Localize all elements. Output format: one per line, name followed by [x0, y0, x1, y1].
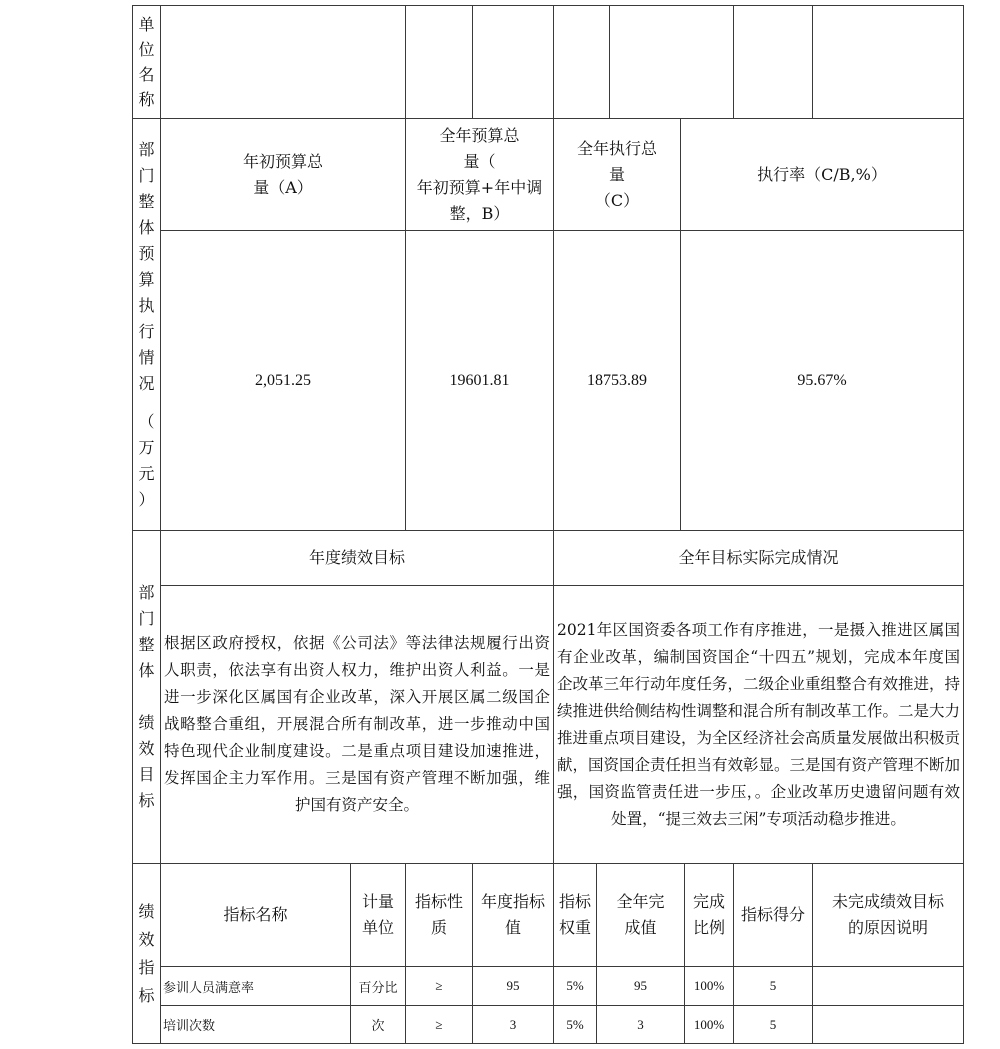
header-indicator-name: 指标名称: [223, 905, 288, 924]
grid-line: [963, 5, 964, 1043]
budget-execution-label: 部 门 整 体 预 算 执 行 情 况 （ 万 元 ）: [138, 139, 155, 509]
performance-goal-label: 部 门 整 体 绩 效 目 标: [138, 583, 155, 810]
header-unit: 计量 单位: [361, 892, 394, 937]
header-execution-rate: 执行率（C/B,%）: [757, 164, 887, 184]
table-row-actual: 3: [637, 1016, 644, 1032]
grid-line: [132, 5, 964, 6]
grid-line: [472, 5, 473, 118]
grid-line: [733, 5, 734, 118]
table-row-reason: [813, 1006, 963, 1043]
indicator-label: 绩 效 指 标: [138, 901, 155, 1005]
table-row-ratio: 100%: [693, 1016, 725, 1032]
header-nature: 指标性 质: [414, 892, 463, 937]
table-row-weight: 5%: [566, 1016, 584, 1032]
value-initial-budget: 2,051.25: [255, 371, 311, 389]
header-full-year-budget: 全年预算总 量（ 年初预算+年中调 整，B）: [416, 125, 543, 223]
header-reason: 未完成绩效目标 的原因说明: [831, 892, 944, 937]
table-row-name: 参训人员满意率: [163, 980, 255, 996]
table-row-weight: 5%: [566, 978, 584, 993]
header-actual-value: 全年完 成值: [616, 892, 665, 937]
header-weight: 指标 权重: [558, 892, 591, 937]
table-row-target: 95: [506, 978, 520, 993]
grid-line: [405, 5, 406, 118]
table-row-target: 3: [509, 1016, 517, 1032]
header-actual-completion: 全年目标实际完成情况: [678, 548, 839, 567]
grid-line: [132, 1043, 964, 1044]
grid-line: [609, 5, 610, 118]
header-target: 年度指标 值: [480, 892, 545, 937]
grid-line: [553, 5, 554, 118]
table-row-score: 5: [769, 1016, 777, 1032]
header-initial-budget: 年初预算总 量（A）: [242, 151, 323, 197]
header-full-year-execution: 全年执行总 量 （C）: [576, 138, 657, 210]
value-full-year-execution: 18753.89: [587, 371, 647, 389]
table-row-name: 培训次数: [163, 1019, 216, 1034]
table-row-ratio: 100%: [693, 978, 725, 993]
table-row-reason: [813, 967, 963, 1005]
table-row-actual: 95: [634, 978, 647, 993]
value-full-year-budget: 19601.81: [449, 371, 510, 389]
table-row-unit: 次: [371, 1019, 385, 1034]
actual-completion-text: 2021年区国资委各项工作有序推进，一是摄入推进区属国有企业改革，编制国资国企“十四五”规划，完成本年度国企改革三年行动年度任务，二级企业重组整合有效推进，持续推进供给侧结构性调整和混合所有制改革工作。二是大力推进重点项目建设，为全区经济社会高质量发展做出积极贡献，国资国企责任担当有效彰显。三是国有资产管理不断加强，国资监管责任进一步压，。企业改革历史遗留问题有效处置，“提三效去三闲”专项活动稳步推进。: [557, 620, 961, 828]
header-score: 指标得分: [740, 905, 805, 924]
value-execution-rate: 95.67%: [797, 371, 847, 389]
table-row-nature: ≥: [435, 978, 443, 993]
table-row-nature: ≥: [435, 1016, 443, 1032]
header-annual-goal: 年度绩效目标: [308, 548, 405, 567]
annual-goal-text: 根据区政府授权，依据《公司法》等法律法规履行出资人职责，依法享有出资人权力，维护出资人利益。一是进一步深化区属国有企业改革，深入开展区属二级国企战略整合重组，开展混合所有制改革，进一步推动中国特色现代企业制度建设。二是重点项目建设加速推进，发挥国企主力军作用。三是国有资产管理不断加强，维护国有资产安全。: [164, 634, 550, 814]
table-row-score: 5: [769, 978, 777, 993]
header-completion-ratio: 完成 比例: [692, 892, 725, 937]
grid-line: [812, 5, 813, 118]
table-row-unit: 百分比: [358, 980, 398, 996]
unit-name-label: 单 位 名 称: [138, 15, 155, 109]
